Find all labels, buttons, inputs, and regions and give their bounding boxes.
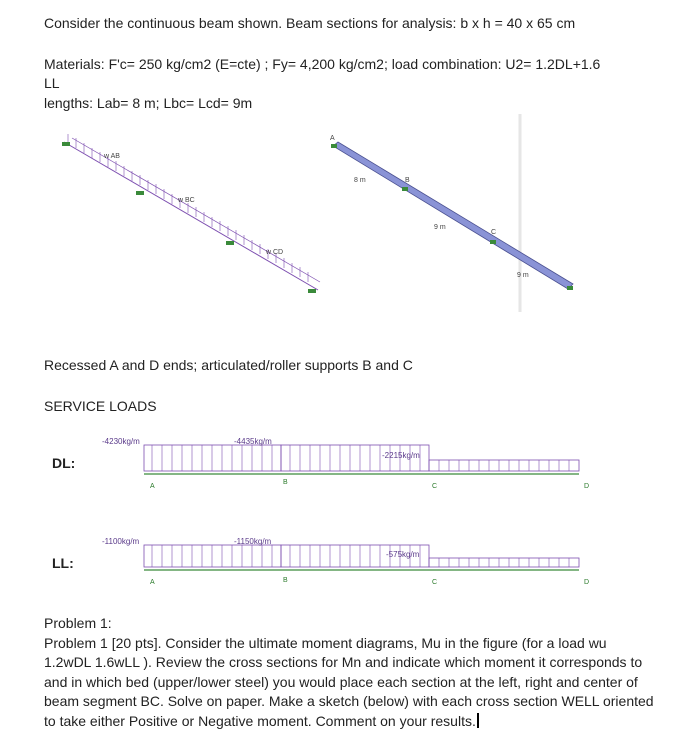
- problem-block: [44, 614, 654, 732]
- loaded-beam-view: [62, 134, 320, 293]
- problem-text-area[interactable]: [44, 634, 654, 732]
- service-loads-title: SERVICE LOADS: [44, 398, 157, 414]
- ll-label: LL:: [52, 555, 74, 571]
- intro-line-3: LL: [44, 75, 60, 91]
- dl-label: DL:: [52, 455, 76, 471]
- ll-support-a: A: [150, 579, 155, 586]
- dl-load-ab: -4230kg/m: [102, 437, 140, 446]
- ll-load-cd: -575kg/m: [386, 550, 420, 559]
- support-marks: [62, 142, 316, 293]
- beam-3d-view: [330, 114, 573, 312]
- dl-load-cd: -2215kg/m: [382, 451, 420, 460]
- intro-line-4: lengths: Lab= 8 m; Lbc= Lcd= 9m: [44, 95, 253, 111]
- ll-load-bc: -1150kg/m: [234, 537, 272, 546]
- intro-line-2: Materials: F'c= 250 kg/cm2 (E=cte) ; Fy= 4,200 kg/cm2; load combination: U2= 1.2DL+1.6: [44, 56, 601, 72]
- support-label-c: C: [491, 229, 497, 236]
- dl-load-bc: -4435kg/m: [234, 437, 272, 446]
- dl-load-diagram: [96, 428, 606, 498]
- dl-support-b: B: [283, 479, 288, 486]
- load-label-wbc: w BC: [178, 197, 195, 204]
- supports-text: Recessed A and D ends; articulated/roller supports B and C: [44, 357, 413, 373]
- text-cursor: [477, 713, 479, 728]
- span-label-bc: 9 m: [434, 224, 446, 231]
- support-label-a: A: [330, 135, 335, 142]
- span-label-cd: 9 m: [517, 272, 529, 279]
- dl-support-c: C: [432, 483, 438, 490]
- problem-body: Problem 1 [20 pts]. Consider the ultimate moment diagrams, Mu in the figure (for a load wu 1.2wDL 1.6wLL ). Review the cross sections for Mn and indicate which moment it corresponds to and in which bed (upper/lower steel) you would place each section at the left, right and center of beam segment BC. Solve on paper. Make a sketch (below) with each cross section WELL oriented to take either Positive or Negative moment. Comment on your results.: [44, 634, 654, 729]
- dl-support-d: D: [584, 483, 590, 490]
- ll-load-ab: -1100kg/m: [102, 537, 140, 546]
- ll-support-c: C: [432, 579, 438, 586]
- span-label-ab: 8 m: [354, 177, 366, 184]
- beam-model-figure: [50, 112, 590, 317]
- dl-support-a: A: [150, 483, 155, 490]
- ll-support-d: D: [584, 579, 590, 586]
- support-label-b: B: [405, 177, 410, 184]
- ll-load-diagram: [96, 534, 606, 594]
- ll-support-b: B: [283, 577, 288, 584]
- intro-line-1: Consider the continuous beam shown. Beam sections for analysis: b x h = 40 x 65 cm: [44, 15, 576, 31]
- problem-heading: Problem 1:: [44, 615, 112, 631]
- load-label-wcd: w CD: [266, 249, 284, 256]
- load-label-wab: w AB: [104, 153, 120, 160]
